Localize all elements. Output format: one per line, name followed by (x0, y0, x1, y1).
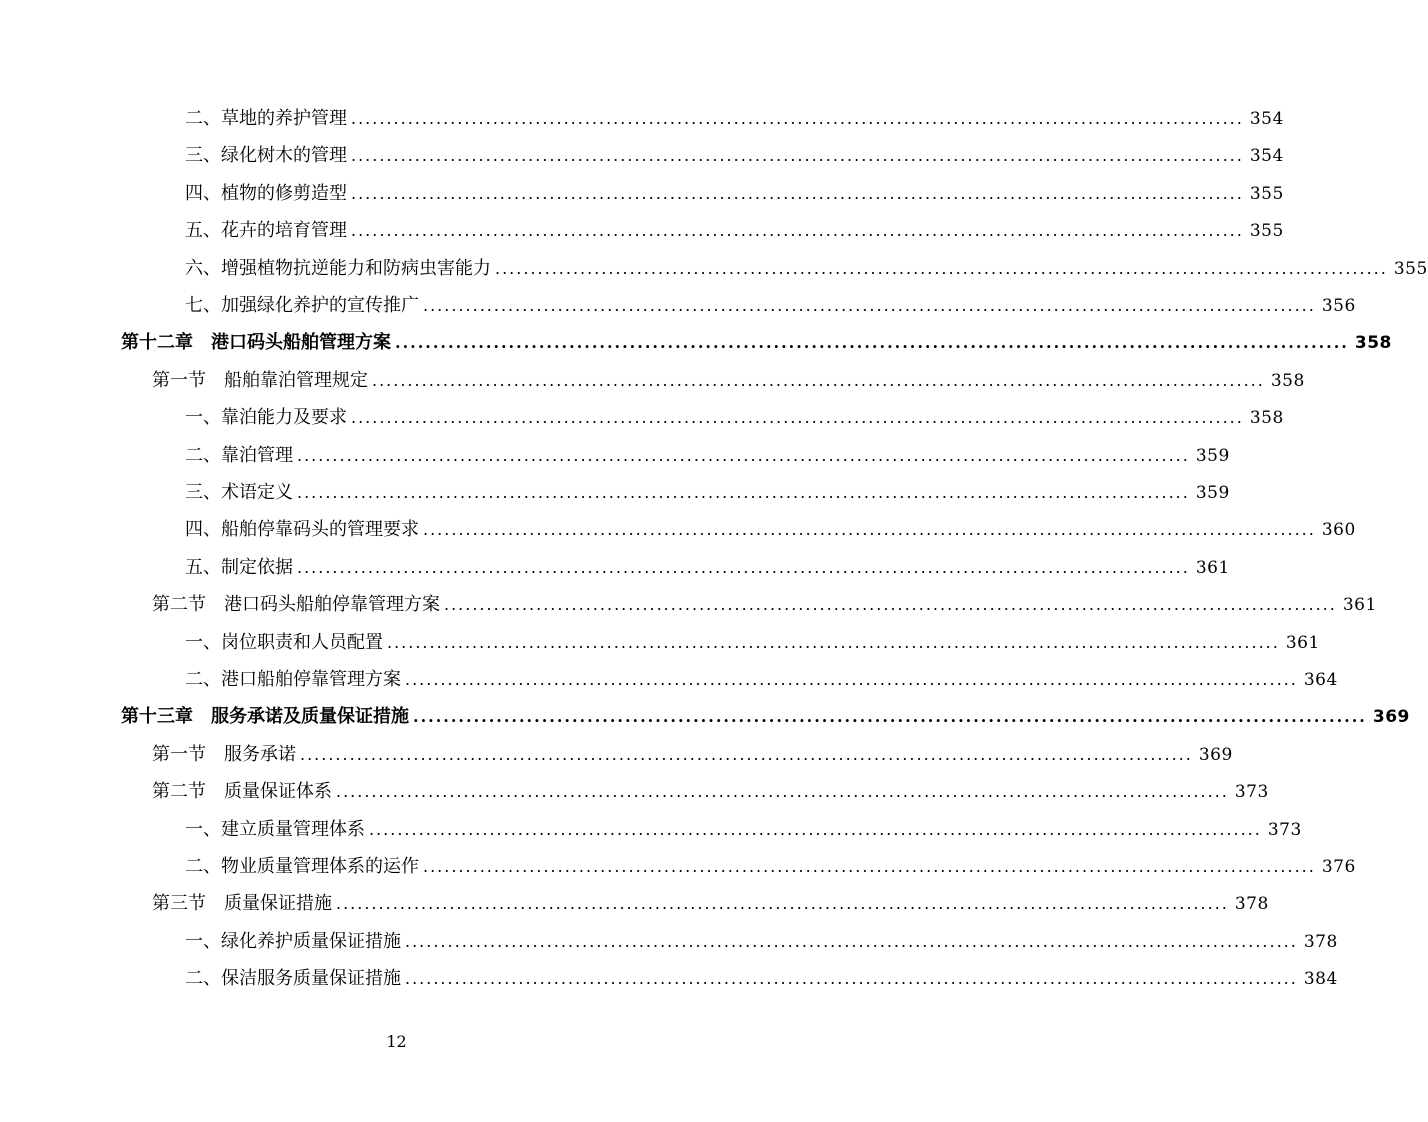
toc-entry-page-number: 354 (1249, 109, 1284, 129)
toc-entry-page-number: 360 (1321, 520, 1356, 541)
toc-entry-title: 一、建立质量管理体系 (185, 818, 365, 840)
toc-entry-page-number: 358 (1270, 370, 1305, 391)
toc-entry-title: 五、制定依据 (185, 556, 293, 578)
toc-entry-title: 二、草地的养护管理 (185, 108, 347, 129)
toc-entry-page-number: 378 (1303, 931, 1338, 952)
toc-entry-section[interactable] (0, 779, 1269, 805)
toc-entry-title: 二、靠泊管理 (185, 444, 293, 466)
toc-entry-section[interactable] (0, 742, 1233, 768)
toc-dot-leader: .............................................................................................................................. (351, 183, 1244, 203)
toc-entry-title: 六、增强植物抗逆能力和防病虫害能力 (185, 257, 491, 279)
toc-entry-page-number: 373 (1267, 819, 1302, 840)
toc-entry-page-number: 361 (1195, 557, 1230, 578)
toc-dot-leader: .............................................................................................................................. (405, 969, 1298, 989)
toc-entry-title: 三、绿化树木的管理 (185, 145, 347, 167)
toc-entry-title: 五、花卉的培育管理 (185, 220, 347, 242)
toc-entry-title: 二、物业质量管理体系的运作 (185, 856, 419, 877)
toc-dot-leader: .............................................................................................................................. (336, 782, 1229, 802)
toc-entry-item[interactable] (0, 405, 1284, 431)
page-number: 12 (386, 1032, 407, 1051)
toc-entry-title: 第一节 服务承诺 (152, 743, 296, 765)
toc-entry-title: 四、船舶停靠码头的管理要求 (185, 519, 419, 541)
toc-dot-leader: .............................................................................................................................. (351, 109, 1244, 128)
toc-entry-title: 二、港口船舶停靠管理方案 (185, 669, 401, 690)
toc-entry-item[interactable] (0, 443, 1230, 469)
toc-entry-page-number: 359 (1195, 445, 1230, 466)
toc-entry-section[interactable] (0, 368, 1305, 394)
toc-entry-page-number: 373 (1234, 782, 1269, 803)
toc-dot-leader: .............................................................................................................................. (423, 857, 1316, 876)
toc-entry-title: 七、加强绿化养护的宣传推广 (185, 295, 419, 316)
toc-entry-title: 四、植物的修剪造型 (185, 182, 347, 204)
toc-entry-item[interactable] (0, 218, 1284, 244)
toc-entry-item[interactable] (0, 143, 1284, 169)
toc-dot-leader: .............................................................................................................................. (405, 931, 1298, 951)
toc-entry-page-number: 358 (1249, 408, 1284, 429)
toc-entry-page-number: 355 (1249, 221, 1284, 242)
toc-dot-leader: .............................................................................................................................. (423, 520, 1316, 540)
toc-entry-item[interactable] (0, 854, 1356, 880)
toc-entry-item[interactable] (0, 817, 1302, 843)
toc-entry-item[interactable] (0, 106, 1284, 132)
toc-entry-page-number: 384 (1303, 969, 1338, 990)
toc-entry-title: 第十三章 服务承诺及质量保证措施 (121, 706, 409, 728)
toc-entry-chapter[interactable] (0, 330, 1392, 356)
toc-entry-item[interactable] (0, 966, 1338, 992)
toc-dot-leader: .............................................................................................................................. (372, 370, 1265, 390)
toc-dot-leader: .............................................................................................................................. (413, 707, 1367, 727)
toc-entry-item[interactable] (0, 480, 1230, 506)
toc-entry-item[interactable] (0, 555, 1230, 581)
toc-dot-leader: .............................................................................................................................. (387, 632, 1280, 652)
toc-entry-title: 第二节 质量保证体系 (152, 781, 332, 803)
toc-entry-title: 第三节 质量保证措施 (152, 893, 332, 915)
toc-entry-page-number: 354 (1249, 146, 1284, 167)
toc-entry-page-number: 369 (1372, 707, 1410, 728)
toc-entry-section[interactable] (0, 891, 1269, 917)
toc-entry-page-number: 355 (1393, 258, 1428, 279)
toc-dot-leader: .............................................................................................................................. (395, 333, 1349, 353)
toc-entry-item[interactable] (0, 181, 1284, 207)
toc-entry-page-number: 358 (1354, 333, 1392, 354)
toc-dot-leader: .............................................................................................................................. (297, 445, 1190, 465)
toc-entry-title: 三、术语定义 (185, 482, 293, 503)
toc-entry-page-number: 378 (1234, 894, 1269, 915)
toc-entry-page-number: 369 (1198, 744, 1233, 765)
toc-dot-leader: .............................................................................................................................. (369, 819, 1262, 839)
toc-entry-item[interactable] (0, 929, 1338, 955)
toc-entry-item[interactable] (0, 667, 1338, 693)
toc-entry-chapter[interactable] (0, 704, 1410, 730)
toc-entry-title: 第一节 船舶靠泊管理规定 (152, 369, 368, 391)
toc-dot-leader: .............................................................................................................................. (300, 744, 1193, 764)
toc-entry-item[interactable] (0, 630, 1320, 656)
toc-entry-title: 第十二章 港口码头船舶管理方案 (121, 332, 391, 354)
toc-dot-leader: .............................................................................................................................. (495, 258, 1388, 278)
toc-dot-leader: .............................................................................................................................. (444, 595, 1337, 615)
toc-entry-page-number: 361 (1285, 632, 1320, 653)
toc-entry-page-number: 364 (1303, 670, 1338, 690)
toc-entry-section[interactable] (0, 592, 1377, 618)
toc-entry-page-number: 361 (1342, 595, 1377, 616)
toc-entry-title: 一、靠泊能力及要求 (185, 407, 347, 429)
toc-entry-page-number: 376 (1321, 857, 1356, 877)
toc-dot-leader: .............................................................................................................................. (297, 557, 1190, 577)
toc-dot-leader: .............................................................................................................................. (351, 408, 1244, 428)
toc-dot-leader: .............................................................................................................................. (351, 146, 1244, 166)
toc-entry-item[interactable] (0, 293, 1356, 319)
toc-entry-title: 一、绿化养护质量保证措施 (185, 930, 401, 952)
toc-dot-leader: .............................................................................................................................. (405, 670, 1298, 689)
toc-dot-leader: .............................................................................................................................. (423, 296, 1316, 315)
toc-entry-page-number: 359 (1195, 483, 1230, 503)
toc-dot-leader: .............................................................................................................................. (336, 894, 1229, 914)
toc-dot-leader: .............................................................................................................................. (297, 483, 1190, 502)
toc-entry-title: 一、岗位职责和人员配置 (185, 631, 383, 653)
toc-dot-leader: .............................................................................................................................. (351, 221, 1244, 241)
toc-entry-title: 第二节 港口码头船舶停靠管理方案 (152, 594, 440, 616)
toc-entry-item[interactable] (0, 517, 1356, 543)
toc-entry-item[interactable] (0, 256, 1428, 282)
toc-entry-title: 二、保洁服务质量保证措施 (185, 968, 401, 990)
toc-entry-page-number: 355 (1249, 183, 1284, 204)
toc-entry-page-number: 356 (1321, 296, 1356, 316)
